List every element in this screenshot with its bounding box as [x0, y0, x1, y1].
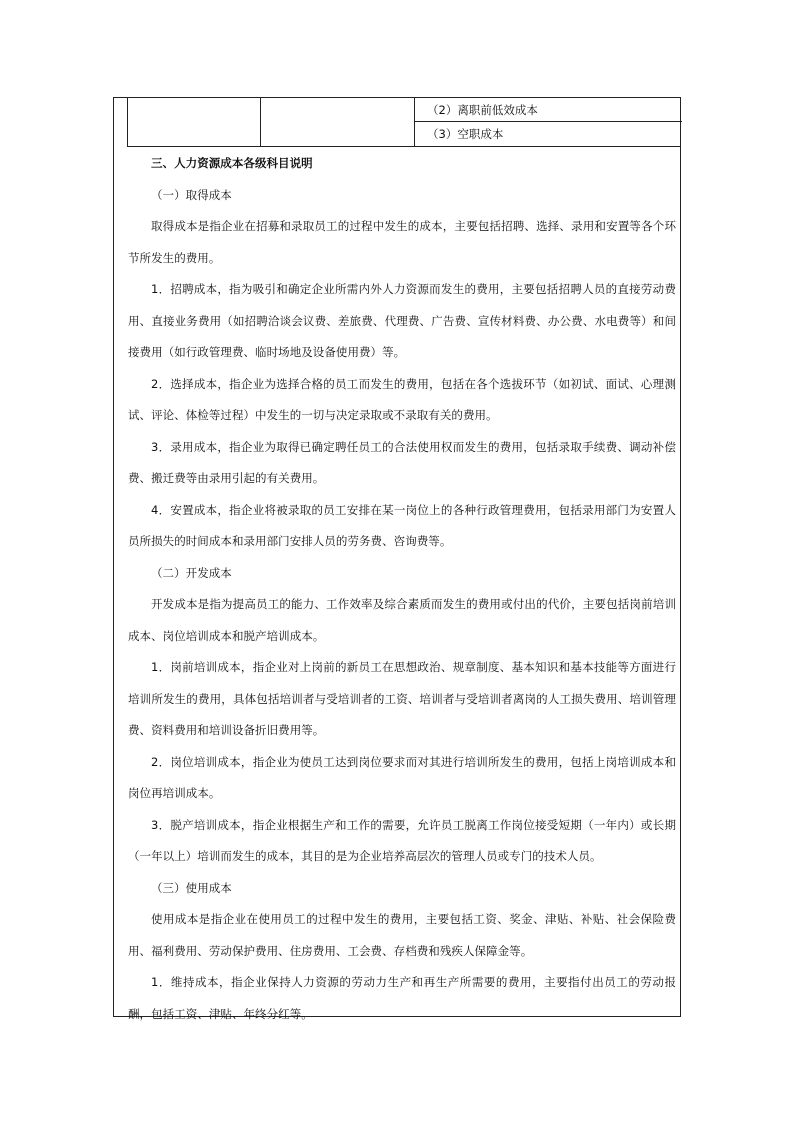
- table-row-item-3: （3）空职成本: [427, 127, 504, 141]
- paragraph-usage-definition: 使用成本是指企业在使用员工的过程中发生的费用，主要包括工资、奖金、津贴、补贴、社会保险费用、福利费用、劳动保护费用、住房费用、工会费、存档费和残疾人保障金等。: [128, 912, 676, 958]
- subsection-heading-acquisition: （一）取得成本: [151, 187, 232, 202]
- subsection-heading-development: （二）开发成本: [151, 565, 232, 580]
- paragraph-selection-cost: 2．选择成本，指企业为选择合格的员工而发生的费用，包括在各个选拔环节（如初试、面试、心理测试、评论、体检等过程）中发生的一切与决定录取或不录取有关的费用。: [128, 376, 676, 422]
- cost-table-fragment: [127, 98, 681, 147]
- section-heading: 三、人力资源成本各级科目说明: [151, 156, 313, 170]
- table-row-item-2: （2）离职前低效成本: [415, 98, 682, 122]
- subsection-heading-usage: （三）使用成本: [151, 880, 232, 895]
- paragraph-development-definition: 开发成本是指为提高员工的能力、工作效率及综合素质而发生的费用或付出的代价，主要包括岗前培训成本、岗位培训成本和脱产培训成本。: [128, 597, 676, 643]
- document-body: [128, 148, 676, 1030]
- paragraph-on-job-training: 2．岗位培训成本，指企业为使员工达到岗位要求而对其进行培训所发生的费用，包括上岗培训成本和岗位再培训成本。: [128, 754, 676, 800]
- paragraph-acquisition-definition: 取得成本是指企业在招募和录取员工的过程中发生的成本，主要包括招聘、选择、录用和安置等各个环节所发生的费用。: [128, 219, 676, 265]
- paragraph-placement-cost: 4．安置成本，指企业将被录取的员工安排在某一岗位上的各种行政管理费用，包括录用部门为安置人员所损失的时间成本和录用部门安排人员的劳务费、咨询费等。: [128, 502, 676, 548]
- paragraph-off-job-training: 3．脱产培训成本，指企业根据生产和工作的需要，允许员工脱离工作岗位接受短期（一年内）或长期（一年以上）培训而发生的成本，其目的是为企业培养高层次的管理人员或专门的技术人员。: [128, 817, 676, 863]
- paragraph-maintenance-cost: 1．维持成本，指企业保持人力资源的劳动力生产和再生产所需要的费用，主要指付出员工的劳动报酬，包括工资、津贴、年终分红等。: [128, 975, 676, 1021]
- paragraph-recruitment-cost: 1．招聘成本，指为吸引和确定企业所需内外人力资源而发生的费用，主要包括招聘人员的直接劳动费用、直接业务费用（如招聘洽谈会议费、差旅费、代理费、广告费、宣传材料费、办公费、水电费等）和间接费用（如行政管理费、临时场地及设备使用费）等。: [128, 282, 676, 359]
- document-frame: [113, 97, 681, 1021]
- table-cell-empty-1: [128, 98, 261, 146]
- paragraph-hiring-cost: 3．录用成本，指企业为取得已确定聘任员工的合法使用权而发生的费用，包括录取手续费、调动补偿费、搬迁费等由录用引起的有关费用。: [128, 439, 676, 485]
- paragraph-pre-job-training: 1．岗前培训成本，指企业对上岗前的新员工在思想政治、规章制度、基本知识和基本技能等方面进行培训所发生的费用，具体包括培训者与受培训者的工资、培训者与受培训者离岗的人工损失费用、培训管理费、资料费用和培训设备折旧费用等。: [128, 660, 676, 737]
- table-cell-items: [415, 98, 682, 146]
- table-cell-empty-2: [261, 98, 415, 146]
